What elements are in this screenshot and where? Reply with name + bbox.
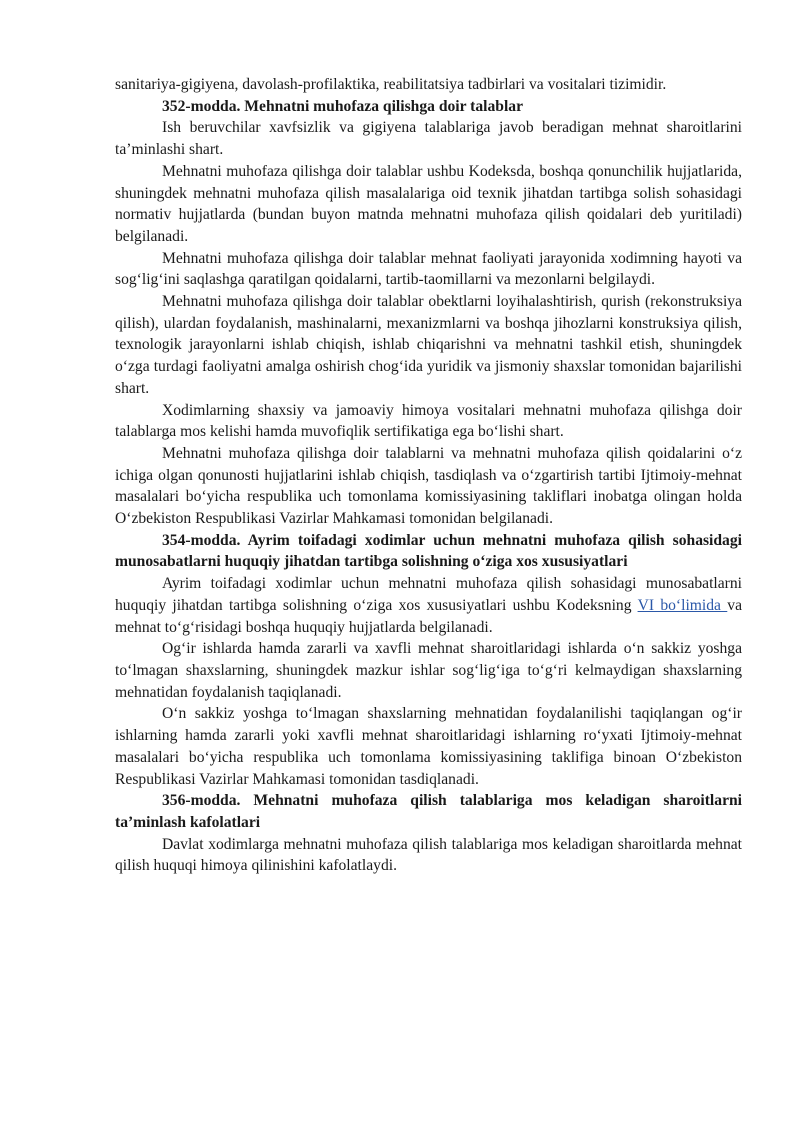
paragraph-with-link <box>115 573 742 638</box>
article-352-heading: 352-modda. Mehnatni muhofaza qilishga doir talablar <box>162 97 524 115</box>
article-356-heading: 356-modda. Mehnatni muhofaza qilish talablariga mos keladigan sharoitlarni ta’minlash kafolatlari <box>115 792 742 831</box>
paragraph: Mehnatni muhofaza qilishga doir talablar obektlarni loyihalashtirish, qurish (rekonstruksiya qilish), ulardan foydalanish, mashinalarni, mexanizmlarni va boshqa jihozlarni konstruksiya qilish, texnologik jarayonlarni ishlab chiqish, ishlab chiqarishni va mehnatni tashkil etish, shuningdek o‘zga turdagi faoliyatni amalga oshirish chog‘ida yuridik va jismoniy shaxslar tomonidan bajarilishi shart. <box>115 293 742 397</box>
paragraph: Xodimlarning shaxsiy va jamoaviy himoya vositalari mehnatni muhofaza qilishga doir talablarga mos kelishi hamda muvofiqlik sertifikatiga ega bo‘lishi shart. <box>115 401 742 441</box>
paragraph: sanitariya-gigiyena, davolash-profilaktika, reabilitatsiya tadbirlari va vositalari tizimidir. <box>115 76 667 93</box>
paragraph: O‘n sakkiz yoshga to‘lmagan shaxslarning mehnatidan foydalanilishi taqiqlangan og‘ir ishlarning hamda zararli yoki xavfli mehnat sharoitlaridagi ishlarning ro‘yxati Ijtimoiy-mehnat masalalari bo‘yicha respublika uch tomonlama komissiyasining taklifiga binoan O‘zbekiston Respublikasi Vazirlar Mahkamasi tomonidan tasdiqlanadi. <box>115 705 742 788</box>
document-page <box>115 74 742 877</box>
paragraph: Mehnatni muhofaza qilishga doir talablar ushbu Kodeksda, boshqa qonunchilik hujjatlarida, shuningdek mehnatni muhofaza qilish masalalariga oid texnik jihatdan tartibga solish sohasidagi normativ hujjatlarda (bundan buyon matnda mehnatni muhofaza qilish qoidalari deb yuritiladi) belgilanadi. <box>115 162 742 245</box>
paragraph-text: Ayrim toifadagi xodimlar uchun mehnatni muhofaza qilish sohasidagi munosabatlarni huquqiy jihatdan tartibga solishning o‘ziga xos xususiyatlari ushbu Kodeksning <box>115 575 742 614</box>
article-354-heading: 354-modda. Ayrim toifadagi xodimlar uchun mehnatni muhofaza qilish sohasidagi munosabatlarni huquqiy jihatdan tartibga solishning o‘ziga xos xususiyatlari <box>115 531 742 571</box>
paragraph: Davlat xodimlarga mehnatni muhofaza qilish talablariga mos keladigan sharoitlarda mehnat qilish huquqi himoya qilinishini kafolatlaydi. <box>115 835 742 875</box>
paragraph: Og‘ir ishlarda hamda zararli va xavfli mehnat sharoitlaridagi ishlarda o‘n sakkiz yoshga to‘lmagan shaxslarning, shuningdek mazkur ishlar sog‘lig‘iga to‘g‘ri kelmaydigan shaxslarning mehnatidan foydalanish taqiqlanadi. <box>115 640 742 701</box>
paragraph: Mehnatni muhofaza qilishga doir talablar mehnat faoliyati jarayonida xodimning hayoti va sog‘lig‘ini saqlashga qaratilgan qoidalarni, tartib-taomillarni va mezonlarni belgilaydi. <box>115 249 742 289</box>
paragraph: Ish beruvchilar xavfsizlik va gigiyena talablariga javob beradigan mehnat sharoitlarini ta’minlashi shart. <box>115 119 742 159</box>
paragraph: Mehnatni muhofaza qilishga doir talablarni va mehnatni muhofaza qilish qoidalarini o‘z ichiga olgan qonunosti hujjatlarini ishlab chiqish, tasdiqlash va o‘zgartirish tartibi Ijtimoiy-mehnat masalalari bo‘yicha respublika uch tomonlama komissiyasining takliflari inobatga olingan holda O‘zbekiston Respublikasi Vazirlar Mahkamasi tomonidan belgilanadi. <box>115 444 742 528</box>
section-vi-link[interactable]: VI bo‘limida <box>637 596 728 614</box>
paragraph-text: va mehnat to‘g‘risidagi boshqa huquqiy hujjatlarda belgilanadi. <box>115 596 742 636</box>
